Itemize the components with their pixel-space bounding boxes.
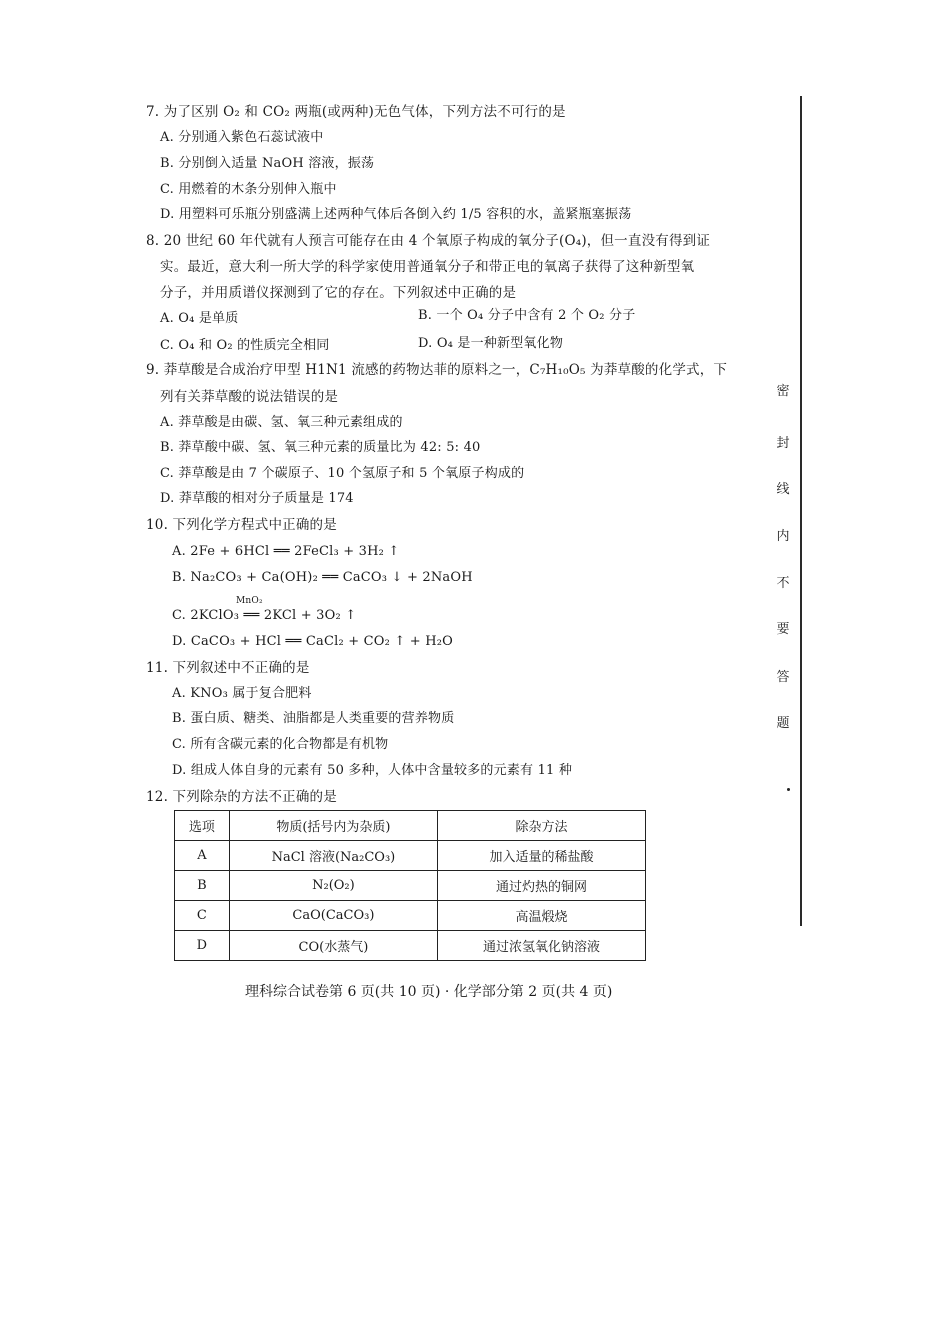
q7-option-d: D. 用塑料可乐瓶分别盛满上述两种气体后各倒入约 1/5 容积的水，盖紧瓶塞振荡 — [160, 207, 632, 222]
table-cell: CO(水蒸气) — [229, 931, 437, 961]
seal-dot — [787, 788, 790, 791]
table-row — [175, 841, 646, 871]
q10-stem: 10. 下列化学方程式中正确的是 — [146, 517, 337, 533]
q10-option-d: D. CaCO₃ + HCl ══ CaCl₂ + CO₂ ↑ + H₂O — [172, 634, 454, 649]
q9-stem-line2: 列有关莽草酸的说法错误的是 — [160, 389, 339, 405]
impurity-removal-table — [174, 810, 646, 961]
page-footer: 理科综合试卷第 6 页(共 10 页) · 化学部分第 2 页(共 4 页) — [245, 984, 613, 1000]
q8-option-b: B. 一个 O₄ 分子中含有 2 个 O₂ 分子 — [418, 308, 636, 323]
q10-option-c: C. 2KClO₃ ══ 2KCl + 3O₂ ↑ — [172, 608, 357, 623]
q11-option-c: C. 所有含碳元素的化合物都是有机物 — [172, 737, 389, 752]
q8-stem-line3: 分子，并用质谱仪探测到了它的存在。下列叙述中正确的是 — [160, 285, 517, 301]
table-cell: 通过灼热的铜网 — [438, 871, 646, 901]
q11-option-a: A. KNO₃ 属于复合肥料 — [172, 686, 312, 701]
q7-stem: 7. 为了区别 O₂ 和 CO₂ 两瓶(或两种)无色气体，下列方法不可行的是 — [146, 104, 566, 120]
seal-char: 题 — [776, 716, 790, 731]
seal-char: 内 — [776, 529, 790, 544]
table-cell: C — [175, 901, 230, 931]
q9-stem-line1: 9. 莽草酸是合成治疗甲型 H1N1 流感的药物达菲的原料之一，C₇H₁₀O₅ 为莽草酸的化学式，下 — [146, 362, 728, 378]
seal-line — [800, 96, 802, 926]
seal-char: 要 — [776, 622, 790, 637]
table-cell: CaO(CaCO₃) — [229, 901, 437, 931]
q10-catalyst-label: MnO₂ — [236, 596, 263, 606]
table-cell: 加入适量的稀盐酸 — [438, 841, 646, 871]
table-row — [175, 871, 646, 901]
seal-char: 封 — [776, 436, 790, 451]
table-cell: A — [175, 841, 230, 871]
q11-option-b: B. 蛋白质、糖类、油脂都是人类重要的营养物质 — [172, 711, 455, 726]
table-header-cell: 选项 — [175, 811, 230, 841]
table-cell: B — [175, 871, 230, 901]
q7-option-a: A. 分别通入紫色石蕊试液中 — [160, 130, 324, 145]
q11-stem: 11. 下列叙述中不正确的是 — [146, 660, 310, 676]
q10-option-b: B. Na₂CO₃ + Ca(OH)₂ ══ CaCO₃ ↓ + 2NaOH — [172, 570, 473, 585]
table-header-cell: 除杂方法 — [438, 811, 646, 841]
q8-option-c: C. O₄ 和 O₂ 的性质完全相同 — [160, 338, 330, 353]
q9-option-d: D. 莽草酸的相对分子质量是 174 — [160, 491, 354, 506]
q9-option-c: C. 莽草酸是由 7 个碳原子、10 个氢原子和 5 个氧原子构成的 — [160, 466, 525, 481]
q9-option-a: A. 莽草酸是由碳、氢、氧三种元素组成的 — [160, 415, 403, 430]
table-header-cell: 物质(括号内为杂质) — [229, 811, 437, 841]
seal-char: 答 — [776, 670, 790, 685]
q7-option-c: C. 用燃着的木条分别伸入瓶中 — [160, 182, 337, 197]
table-header-row — [175, 811, 646, 841]
table-row — [175, 901, 646, 931]
q12-stem: 12. 下列除杂的方法不正确的是 — [146, 789, 337, 805]
seal-char: 不 — [776, 576, 790, 591]
q8-stem-line2: 实。最近，意大利一所大学的科学家使用普通氧分子和带正电的氧离子获得了这种新型氧 — [160, 259, 695, 275]
q9-option-b: B. 莽草酸中碳、氢、氧三种元素的质量比为 42: 5: 40 — [160, 440, 481, 455]
q10-option-a: A. 2Fe + 6HCl ══ 2FeCl₃ + 3H₂ ↑ — [172, 544, 400, 559]
table-row — [175, 931, 646, 961]
table-cell: 高温煅烧 — [438, 901, 646, 931]
table-cell: N₂(O₂) — [229, 871, 437, 901]
seal-char: 线 — [776, 482, 790, 497]
q8-option-d: D. O₄ 是一种新型氧化物 — [418, 336, 564, 351]
table-cell: 通过浓氢氧化钠溶液 — [438, 931, 646, 961]
q8-option-a: A. O₄ 是单质 — [160, 311, 239, 326]
seal-char: 密 — [776, 384, 790, 399]
table-cell: D — [175, 931, 230, 961]
q8-stem-line1: 8. 20 世纪 60 年代就有人预言可能存在由 4 个氧原子构成的氧分子(O₄)，但一直没有得到证 — [146, 233, 711, 249]
q11-option-d: D. 组成人体自身的元素有 50 多种，人体中含量较多的元素有 11 种 — [172, 763, 573, 778]
table-cell: NaCl 溶液(Na₂CO₃) — [229, 841, 437, 871]
q7-option-b: B. 分别倒入适量 NaOH 溶液，振荡 — [160, 156, 375, 171]
